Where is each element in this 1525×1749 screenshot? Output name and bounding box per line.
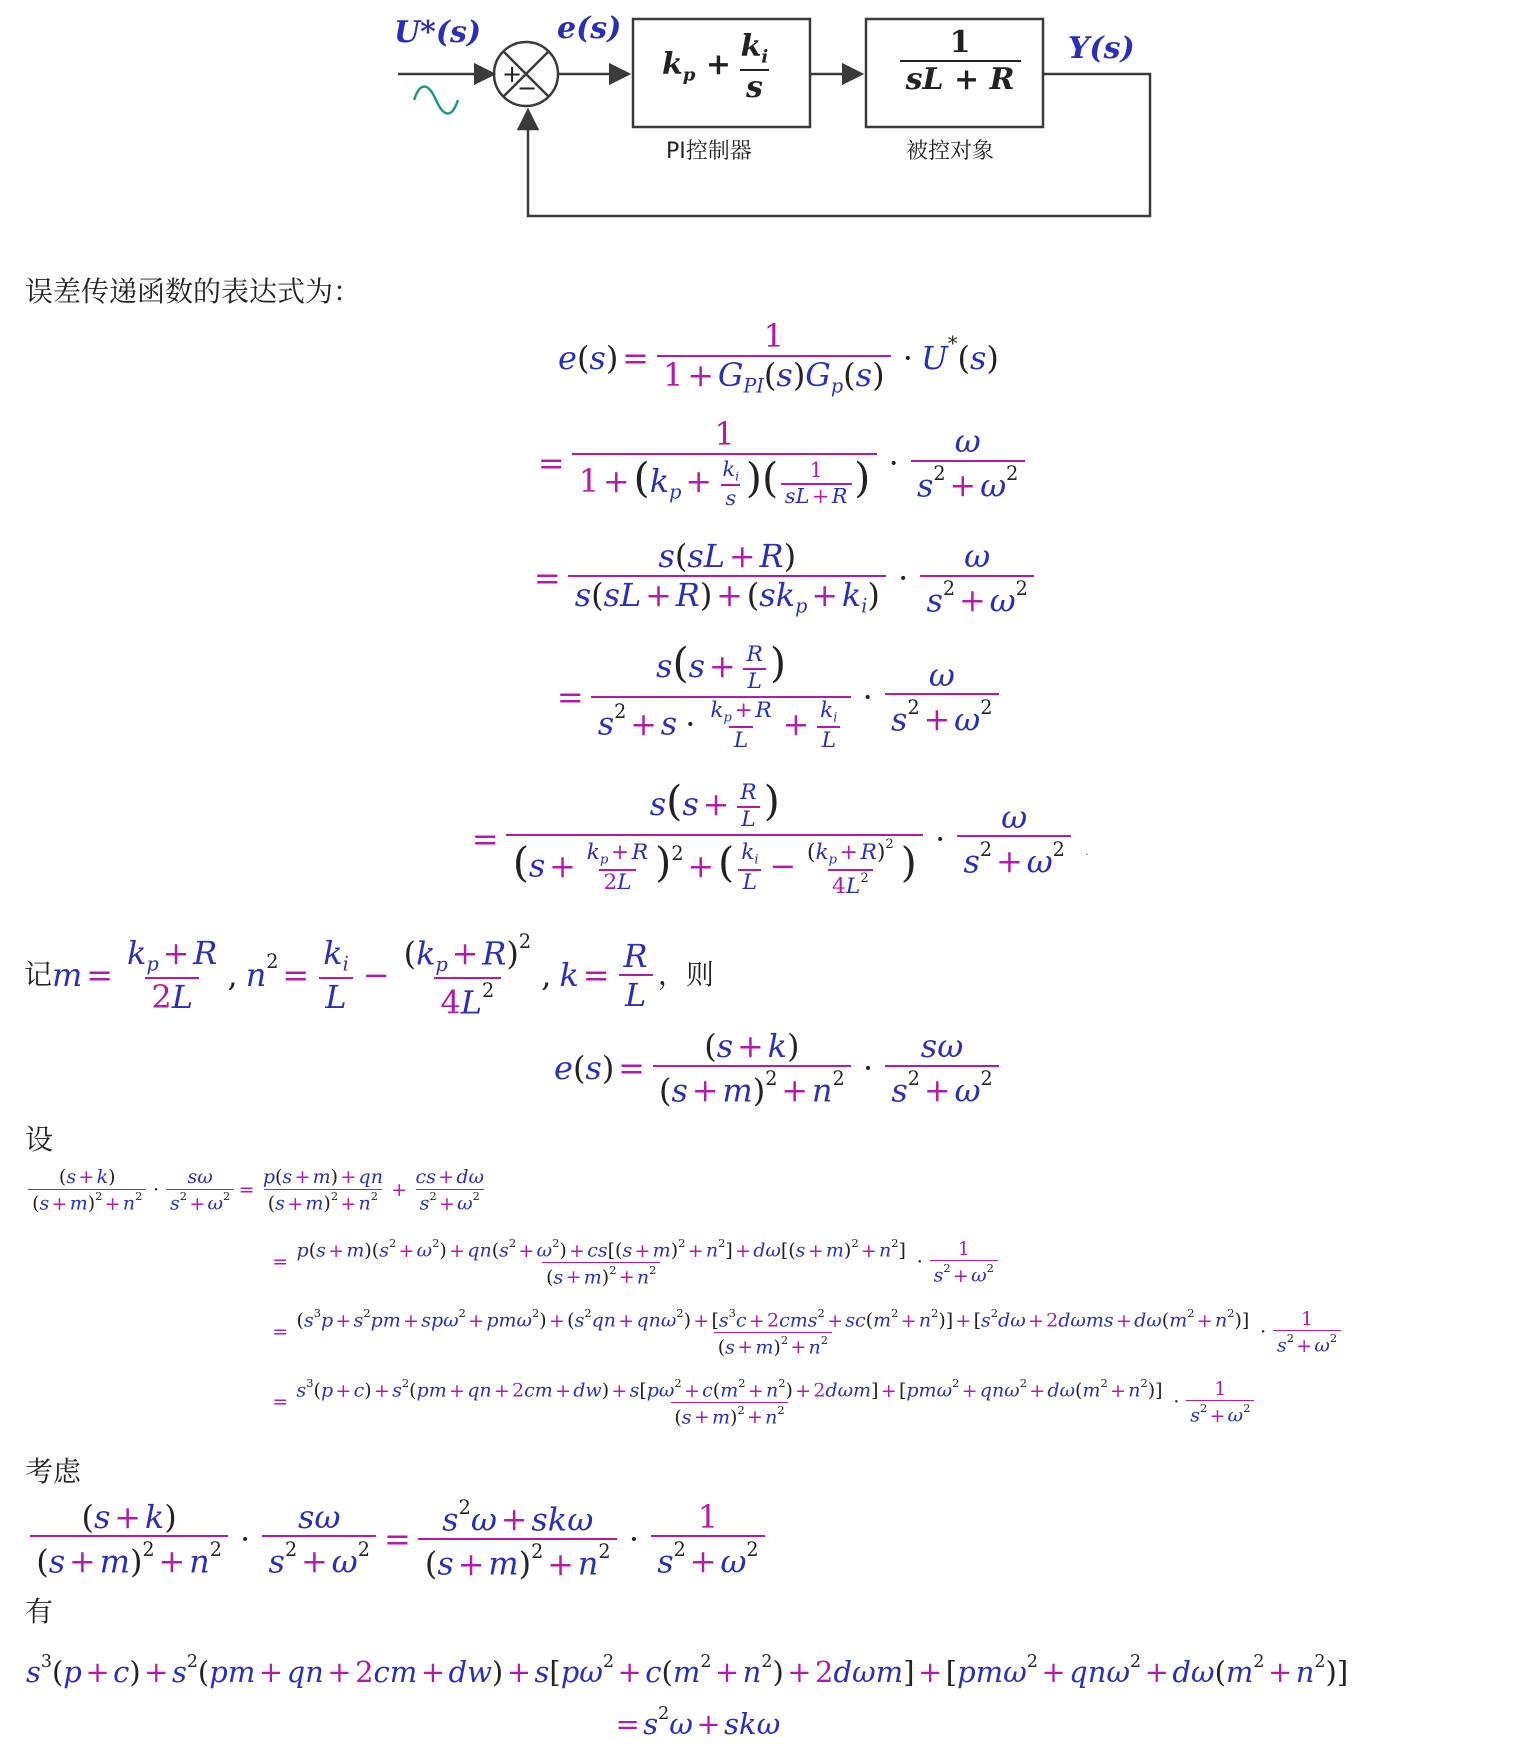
definition-line: 记m = $\frac{k_p + R}{2L}$ , n2 = $\frac{k_i}{L}$ − $\frac{(k_p + R)^2}{4L^2}$ , k = $\frac{R}{L}$ ，则 (24, 930, 714, 1022)
feedback-loop-line (528, 74, 1150, 216)
consider-equation: $\frac{(s + k)}{(s + m)^2 + n^2}$ · $\frac{s\omega}{s^2 + \omega^2}$ = $\frac{s^2\omega + sk\omega}{(s + m)^2 + n^2}$ · $\frac{1}{s^2 + \omega^2}$ (26, 1498, 769, 1580)
equation-4: = s(s + $\frac{R}{L}$ ) $s^2 + s$ · $\frac{k_p + R}{L}$ + $\frac{k_i}{L}$ · $\frac{\omega}{s^2 + \omega^2}$ (553, 642, 1003, 752)
output-label: Y(s) (1068, 31, 1135, 66)
controller-transfer-function: $k_p$ + $\frac{k_i}{s}$ (662, 29, 769, 106)
consider-text: 考虑 (25, 1455, 82, 1488)
let-text: 设 (25, 1123, 54, 1156)
final-equation-line-1: $s^3(p + c) + s^2(pm$ + qn + $2cm + dw) + s[p\omega^2 + c(m^2 + n^2) + 2d\omega m] + [pm\omega^2 + qn\omega^2 + d\omega(m^2 + n^2)]$ (26, 1652, 1349, 1689)
final-equation-line-2: = $s^2\omega + sk\omega$ (615, 1704, 781, 1741)
error-compact-equation: e(s) = $\frac{(s + k)}{(s + m)^2 + n^2}$ · $\frac{s\omega}{s^2 + \omega^2}$ (554, 1030, 1003, 1106)
plus-sign: + (502, 60, 523, 88)
equation-2: = 1 $1 +(k_p$ + $\frac{k_i}{s}$ )( $\frac{1}{sL + R}$ ) · $\frac{\omega}{s^2 + \omega^2}$ (534, 418, 1029, 509)
equation-5: = s(s + $\frac{R}{L}$ ) (s + $\frac{k_p + R}{2L}$ )$^2$ +( $\frac{k_i}{L}$ − $\frac{(k_p + R)^2}{4L^2}$ ) · $\frac{\omega}{s^2 + \omega^2}$ (468, 780, 1075, 898)
plant-caption: 被控对象 (906, 139, 995, 164)
plant-transfer-function: $\frac{1}{sL + R}$ (896, 28, 1024, 95)
partial-fraction-row-1: $\frac{(s + k)}{(s + m)^2 + n^2}$ · $\frac{s\omega}{s^2 + \omega^2}$ = $\frac{p(s + m) + qn}{(s + m)^2 + n^2}$ + $\frac{cs + d\omega}{s^2 + \omega^2}$ (26, 1168, 490, 1214)
controller-caption: PI控制器 (666, 139, 752, 164)
partial-fraction-row-3: = $(s^3p + s^2pm + sp\omega^2 + pm\omega^2) + (s^2qn + qn\omega^2) + [s^3c + 2cms^2 + sc(m^2 + n^2)] + [s^2d\omega + 2d\omega ms + d\omega(m^2 + n^2)]$ $(s + m)^2 + n^2$ · $\frac{1}{s^2 + \omega^2}$ (270, 1308, 1343, 1357)
equation-3: = $\frac{s(sL + R)}{s(sL + R) + (sk_p + k_i)}$ · $\frac{\omega}{s^2 + \omega^2}$ (530, 540, 1038, 616)
equation-1: e(s) = $\frac{1}{1 + G_{PI}(s)G_p(s)}$ · U*(s) (558, 317, 999, 398)
input-label: U*(s) (394, 15, 482, 50)
error-label: e(s) (557, 11, 622, 46)
sine-wave-icon (414, 87, 458, 114)
partial-fraction-row-2: = $\frac{p(s + m)(s^2 + \omega^2) + qn(s^2 + \omega^2) + cs[(s + m)^2 + n^2] + d\omega[(s + m)^2 + n^2]}{(s + m)^2 + n^2}$ · $\frac{1}{s^2 + \omega^2}$ (270, 1238, 1000, 1287)
minus-sign: − (517, 74, 538, 102)
have-text: 有 (25, 1595, 54, 1628)
document-page: + − U*(s) e(s) Y(s) $k_p$ + $\frac{k_i}{s}$ $\frac{1}{sL + R}$ PI控制器 被控对象 误差传递函数的表达式为： e(s) = $\frac{1}{1 + G_{PI}(s)G_p(s)}$ · U*(s) = 1 $1 +(k_p$ + $\frac{k_i}{s}$ )( $\frac{1}{sL + R}$ ) · $\frac{\omega}{s^2 + \omega^2}$ = $\frac{s(sL + R)}{s(sL + R) + (sk_p + k_i)}$ · $\frac{\omega}{s^2 + \omega^2}$ = s(s + $\frac{R}{L}$ ) $s^2 + s$ · $\frac{k_p + R}{L}$ + $\frac{k_i}{L}$ · $\frac{\omega}{s^2 + \omega^2}$ = s(s + $\frac{R}{L}$ ) (s + $\frac{k_p + R}{2L}$ )$^2$ +( $\frac{k_i}{L}$ − $\frac{(k_p + R)^2}{4L^2}$ ) · $\frac{\omega}{s^2 + \omega^2}$ ˛ 记m = $\frac{k_p + R}{2L}$ , n2 = $\frac{k_i}{L}$ − $\frac{(k_p + R)^2}{4L^2}$ , k = $\frac{R}{L}$ ，则 e(s) = $\frac{(s + k)}{(s + m)^2 + n^2}$ · $\frac{s\omega}{s^2 + \omega^2}$ 设 $\frac{(s + k)}{(s + m)^2 + n^2}$ · $\frac{s\omega}{s^2 + \omega^2}$ = $\frac{p(s + m) + qn}{(s + m)^2 + n^2}$ + $\frac{cs + d\omega}{s^2 + \omega^2}$ = $\frac{p(s + m)(s^2 + \omega^2) + qn(s^2 + \omega^2) + cs[(s + m)^2 + n^2] + d\omega[(s + m)^2 + n^2]}{(s + m)^2 + n^2}$ · $\frac{1}{s^2 + \omega^2}$ = $(s^3p + s^2pm + sp\omega^2 + pm\omega^2) + (s^2qn + qn\omega^2) + [s^3c + 2cms^2 + sc(m^2 + n^2)] + [s^2d\omega + 2d\omega ms + d\omega(m^2 + n^2)]$ $(s + m)^2 + n^2$ · $\frac{1}{s^2 + \omega^2}$ = $s^3(p + c) + s^2(pm$ + qn + $2cm + dw) + s[p\omega^2 + c(m^2 + n^2) + 2d\omega m] + [pm\omega^2 + qn\omega^2 + d\omega(m^2 + n^2)]$ $(s + m)^2 + n^2$ · $\frac{1}{s^2 + \omega^2}$ 考虑 $\frac{(s + k)}{(s + m)^2 + n^2}$ · $\frac{s\omega}{s^2 + \omega^2}$ = $\frac{s^2\omega + sk\omega}{(s + m)^2 + n^2}$ · $\frac{1}{s^2 + \omega^2}$ 有 $s^3(p + c) + s^2(pm$ + qn + $2cm + dw) + s[p\omega^2 + c(m^2 + n^2) + 2d\omega m] + [pm\omega^2 + qn\omega^2 + d\omega(m^2 + n^2)]$ = $s^2\omega + sk\omega$ (0, 0, 1525, 1749)
intro-text: 误差传递函数的表达式为： (25, 275, 362, 308)
partial-fraction-row-4: = $s^3(p + c) + s^2(pm$ + qn + $2cm + dw) + s[p\omega^2 + c(m^2 + n^2) + 2d\omega m] + [pm\omega^2 + qn\omega^2 + d\omega(m^2 + n^2)]$ $(s + m)^2 + n^2$ · $\frac{1}{s^2 + \omega^2}$ (270, 1378, 1256, 1427)
